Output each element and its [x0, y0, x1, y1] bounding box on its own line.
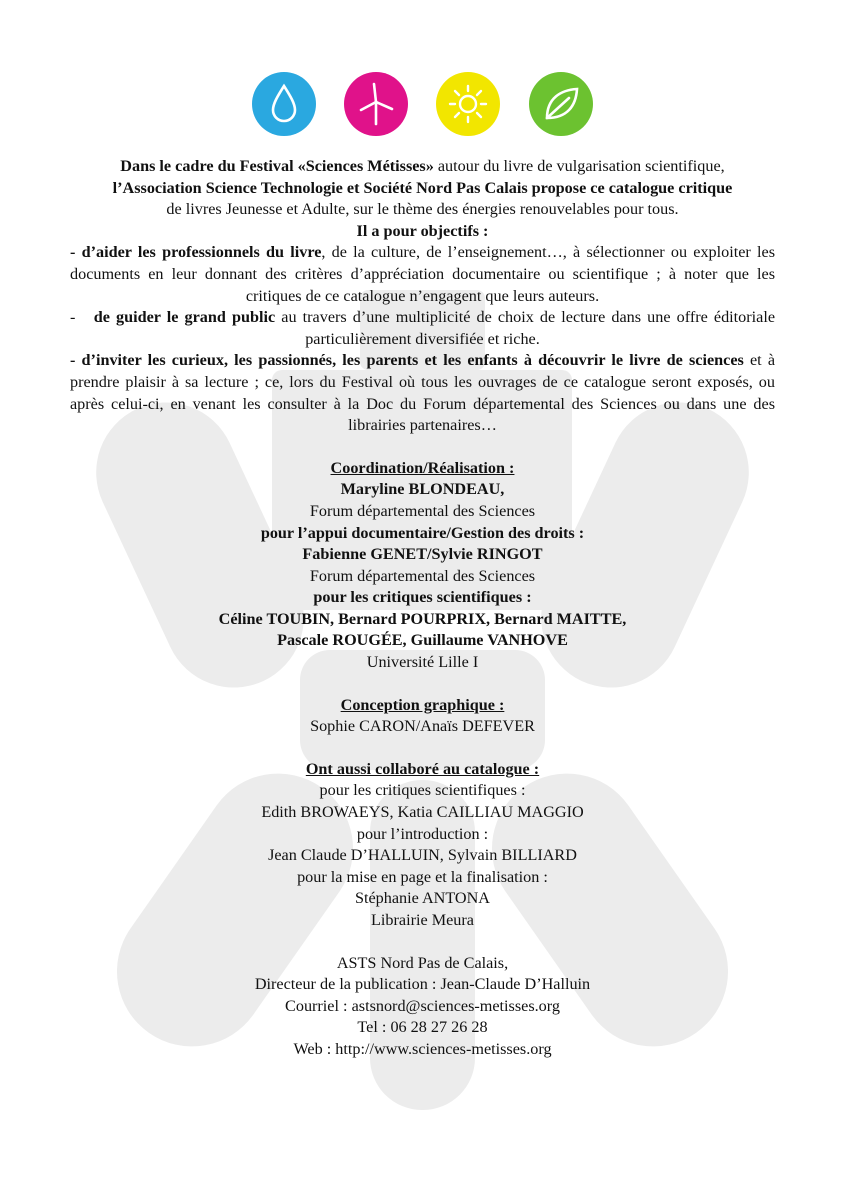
- critics-names-2: Pascale ROUGÉE, Guillaume VANHOVE: [277, 631, 568, 650]
- objective-1-bold: - d’aider les professionnels du livre: [70, 243, 322, 262]
- coordination-heading: Coordination/Réalisation :: [330, 458, 515, 477]
- coordinator-name: Maryline BLONDEAU,: [340, 480, 505, 499]
- sun-icon: [436, 72, 500, 136]
- intro-text: autour du livre de vulgarisation scientifique,: [433, 157, 725, 175]
- objective-1: [70, 242, 775, 307]
- water-drop-icon: [252, 72, 316, 136]
- coordinator-org: Forum départemental des Sciences: [309, 501, 536, 520]
- critics-org: Université Lille I: [366, 653, 479, 672]
- critics-names-1: Céline TOUBIN, Bernard POURPRIX, Bernard MAITTE,: [218, 609, 627, 628]
- collab-role-3: pour la mise en page et la finalisation :: [297, 867, 548, 886]
- publisher-org: ASTS Nord Pas de Calais,: [336, 953, 509, 972]
- objective-2-dash: -: [70, 308, 94, 327]
- design-heading: Conception graphique :: [340, 695, 505, 714]
- page-content: [70, 156, 775, 1061]
- objective-3: [70, 350, 775, 436]
- collab-names-4: Librairie Meura: [371, 911, 474, 929]
- collab-role-1: pour les critiques scientifiques :: [319, 781, 526, 800]
- objective-2: [70, 307, 775, 350]
- festival-name: Dans le cadre du Festival «Sciences Métisses»: [120, 157, 434, 175]
- association-statement: l’Association Science Technologie et Société Nord Pas Calais propose ce catalogue critique: [112, 178, 733, 197]
- critics-role: pour les critiques scientifiques :: [313, 588, 532, 607]
- collab-names-1: Edith BROWAEYS, Katia CAILLIAU MAGGIO: [261, 803, 584, 822]
- collaboration-heading: Ont aussi collaboré au catalogue :: [305, 759, 540, 778]
- objective-3-bold: - d’inviter les curieux, les passionnés, les parents et les enfants à découvrir le livre de sciences: [70, 351, 744, 370]
- objective-2-text: au travers d’une multiplicité de choix de lecture dans une offre éditoriale particulièrement diversifiée et riche.: [275, 308, 776, 348]
- collab-role-2: pour l’introduction :: [356, 824, 489, 843]
- intro-text-2: de livres Jeunesse et Adulte, sur le thème des énergies renouvelables pour tous.: [166, 200, 679, 219]
- collab-names-2: Jean Claude D’HALLUIN, Sylvain BILLIARD: [268, 846, 577, 865]
- collab-names-3: Stéphanie ANTONA: [354, 889, 491, 908]
- leaf-icon: [529, 72, 593, 136]
- documentation-names: Fabienne GENET/Sylvie RINGOT: [302, 545, 543, 564]
- wind-turbine-icon: [344, 72, 408, 136]
- objective-2-bold: de guider le grand public: [93, 308, 276, 327]
- icon-row: [0, 72, 845, 138]
- objectives-heading: Il a pour objectifs :: [356, 221, 489, 240]
- contact-web: Web : http://www.sciences-metisses.org: [293, 1039, 552, 1058]
- contact-email: Courriel : astsnord@sciences-metisses.org: [285, 996, 560, 1015]
- design-names: Sophie CARON/Anaïs DEFEVER: [310, 717, 535, 736]
- contact-phone: Tel : 06 28 27 26 28: [357, 1018, 488, 1037]
- objective-3-text: et à prendre plaisir à sa lecture ; ce, lors du Festival où tous les ouvrages de ce catalogue seront exposés, ou après celui-ci, en venant les consulter à la Doc du Forum départemental des Sciences ou dans une des librairies partenaires…: [70, 351, 776, 435]
- intro-paragraph: [70, 156, 775, 221]
- documentation-role: pour l’appui documentaire/Gestion des droits :: [260, 523, 585, 542]
- publication-director: Directeur de la publication : Jean-Claude D’Halluin: [254, 975, 591, 994]
- documentation-org: Forum départemental des Sciences: [309, 566, 536, 585]
- objective-1-text: , de la culture, de l’enseignement…, à sélectionner ou exploiter les documents en leur donnant des critères d’appréciation documentaire ou scientifique ; à noter que les critiques de ce catalogue n’engagent que leurs auteurs.: [70, 243, 775, 305]
